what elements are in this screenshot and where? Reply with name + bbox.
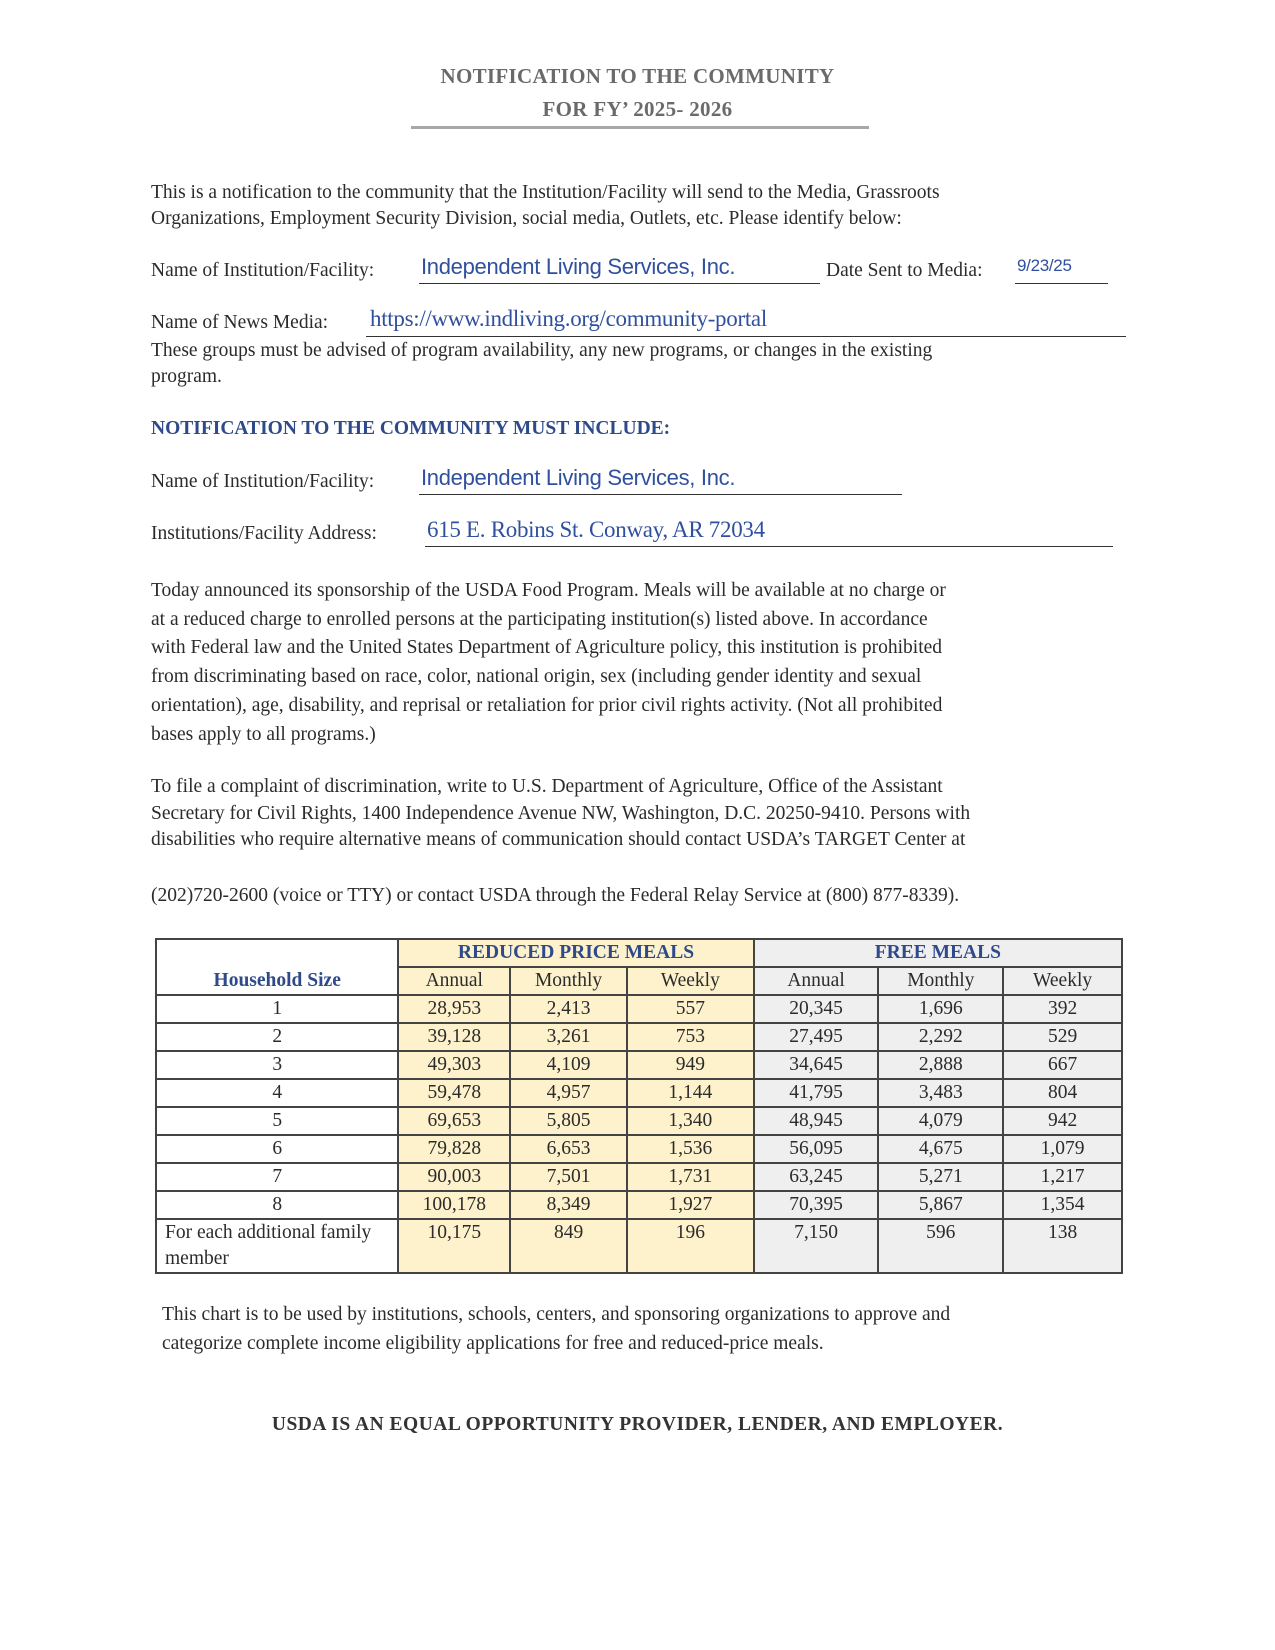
income-cell: 34,645 [754,1051,879,1079]
table-row [156,1023,1122,1051]
income-cell: 69,653 [398,1107,510,1135]
income-cell: 39,128 [398,1023,510,1051]
institution-underline [419,283,820,284]
institution-field[interactable]: Independent Living Services, Inc. [421,254,736,279]
household-size-cell: 1 [156,995,398,1023]
reduced-price-header: REDUCED PRICE MEALS [398,939,753,967]
income-cell: 1,696 [878,995,1003,1023]
date-label: Date Sent to Media: [826,260,983,281]
income-cell: 529 [1003,1023,1122,1051]
table-row [156,1135,1122,1163]
media-field[interactable]: https://www.indliving.org/community-portal [370,306,767,331]
institution-label-2: Name of Institution/Facility: [151,471,375,492]
household-size-cell: 3 [156,1051,398,1079]
table-row [156,1191,1122,1219]
announcement-line: with Federal law and the United States Department of Agriculture policy, this institution is prohibited [151,637,943,659]
income-cell: 4,957 [510,1079,627,1107]
complaint-line-4: (202)720-2600 (voice or TTY) or contact USDA through the Federal Relay Service at (800) 877-8339). [151,885,960,906]
table-row [156,1163,1122,1191]
income-cell: 48,945 [754,1107,879,1135]
announcement-paragraph [151,577,946,749]
income-cell: 100,178 [398,1191,510,1219]
household-size-cell: 4 [156,1079,398,1107]
address-underline [425,546,1113,547]
income-cell: 59,478 [398,1079,510,1107]
income-cell: 596 [878,1219,1003,1273]
table-row [156,1051,1122,1079]
income-cell: 79,828 [398,1135,510,1163]
complaint-line-1: To file a complaint of discrimination, write to U.S. Department of Agriculture, Office of the Assistant [151,776,943,797]
media-label: Name of News Media: [151,312,329,333]
income-cell: 2,292 [878,1023,1003,1051]
income-cell: 196 [627,1219,754,1273]
income-cell: 20,345 [754,995,879,1023]
table-row [156,1079,1122,1107]
income-cell: 10,175 [398,1219,510,1273]
income-cell: 70,395 [754,1191,879,1219]
income-cell: 28,953 [398,995,510,1023]
household-size-cell: 7 [156,1163,398,1191]
title-line-1: NOTIFICATION TO THE COMMUNITY [440,64,835,88]
announcement-line: orientation), age, disability, and reprisal or retaliation for prior civil rights activity. (Not all prohibited [151,694,943,716]
income-cell: 392 [1003,995,1122,1023]
column-header: Monthly [878,967,1003,995]
income-cell: 5,867 [878,1191,1003,1219]
income-eligibility-table [155,938,1123,1274]
income-cell: 3,261 [510,1023,627,1051]
income-cell: 7,501 [510,1163,627,1191]
advise-line-1: These groups must be advised of program availability, any new programs, or changes in the existing [151,340,933,361]
column-header: Monthly [510,967,627,995]
income-cell: 6,653 [510,1135,627,1163]
income-cell: 849 [510,1219,627,1273]
must-include-heading: NOTIFICATION TO THE COMMUNITY MUST INCLUDE: [151,418,671,439]
column-header: Annual [754,967,879,995]
date-field[interactable]: 9/23/25 [1017,256,1072,275]
institution-label: Name of Institution/Facility: [151,260,375,281]
income-cell: 4,079 [878,1107,1003,1135]
household-size-cell: For each additional family member [156,1219,398,1273]
institution-underline-2 [419,494,902,495]
free-meals-header: FREE MEALS [754,939,1122,967]
intro-line-1: This is a notification to the community that the Institution/Facility will send to the Media, Grassroots [151,182,940,203]
income-cell: 1,144 [627,1079,754,1107]
intro-line-2: Organizations, Employment Security Division, social media, Outlets, etc. Please identify below: [151,208,902,229]
income-cell: 49,303 [398,1051,510,1079]
address-field[interactable]: 615 E. Robins St. Conway, AR 72034 [427,517,765,542]
income-cell: 1,340 [627,1107,754,1135]
household-size-cell: 5 [156,1107,398,1135]
income-cell: 63,245 [754,1163,879,1191]
income-cell: 804 [1003,1079,1122,1107]
income-cell: 942 [1003,1107,1122,1135]
complaint-line-2: Secretary for Civil Rights, 1400 Independence Avenue NW, Washington, D.C. 20250-9410. Persons with [151,803,971,824]
announcement-line: from discriminating based on race, color, national origin, sex (including gender identity and sexual [151,666,922,688]
table-row [156,995,1122,1023]
income-cell: 4,675 [878,1135,1003,1163]
income-cell: 7,150 [754,1219,879,1273]
income-cell: 1,927 [627,1191,754,1219]
income-cell: 1,536 [627,1135,754,1163]
chart-note-line-1: This chart is to be used by institutions, schools, centers, and sponsoring organizations to approve and [162,1304,951,1325]
income-cell: 949 [627,1051,754,1079]
chart-note-line-2: categorize complete income eligibility applications for free and reduced-price meals. [162,1333,824,1354]
income-cell: 27,495 [754,1023,879,1051]
income-cell: 138 [1003,1219,1122,1273]
income-cell: 4,109 [510,1051,627,1079]
income-cell: 557 [627,995,754,1023]
income-cell: 1,217 [1003,1163,1122,1191]
announcement-line: bases apply to all programs.) [151,723,376,745]
household-size-cell: 2 [156,1023,398,1051]
income-cell: 753 [627,1023,754,1051]
income-cell: 1,731 [627,1163,754,1191]
income-cell: 8,349 [510,1191,627,1219]
household-size-cell: 8 [156,1191,398,1219]
income-cell: 3,483 [878,1079,1003,1107]
advise-line-2: program. [151,366,222,387]
income-cell: 1,079 [1003,1135,1122,1163]
income-cell: 667 [1003,1051,1122,1079]
media-underline [366,336,1126,337]
income-cell: 1,354 [1003,1191,1122,1219]
institution-field-2[interactable]: Independent Living Services, Inc. [421,465,736,490]
income-cell: 5,805 [510,1107,627,1135]
column-header: Annual [398,967,510,995]
household-size-cell: 6 [156,1135,398,1163]
income-cell: 2,888 [878,1051,1003,1079]
announcement-line: at a reduced charge to enrolled persons at the participating institution(s) listed above. In accordance [151,608,928,630]
equal-opportunity-statement: USDA IS AN EQUAL OPPORTUNITY PROVIDER, LENDER, AND EMPLOYER. [271,1414,1004,1435]
column-header: Weekly [627,967,754,995]
complaint-line-3: disabilities who require alternative means of communication should contact USDA’s TARGET Center at [151,829,966,850]
column-header: Weekly [1003,967,1122,995]
table-row [156,1219,1122,1273]
household-size-header: Household Size [156,939,398,995]
income-cell: 90,003 [398,1163,510,1191]
title-line-2: FOR FY’ 2025- 2026 [542,97,733,121]
title-underline [411,126,869,129]
address-label: Institutions/Facility Address: [151,523,377,544]
table-row [156,1107,1122,1135]
date-underline [1015,283,1108,284]
income-cell: 56,095 [754,1135,879,1163]
income-cell: 2,413 [510,995,627,1023]
announcement-line: Today announced its sponsorship of the USDA Food Program. Meals will be available at no charge or [151,580,946,601]
income-cell: 41,795 [754,1079,879,1107]
income-cell: 5,271 [878,1163,1003,1191]
